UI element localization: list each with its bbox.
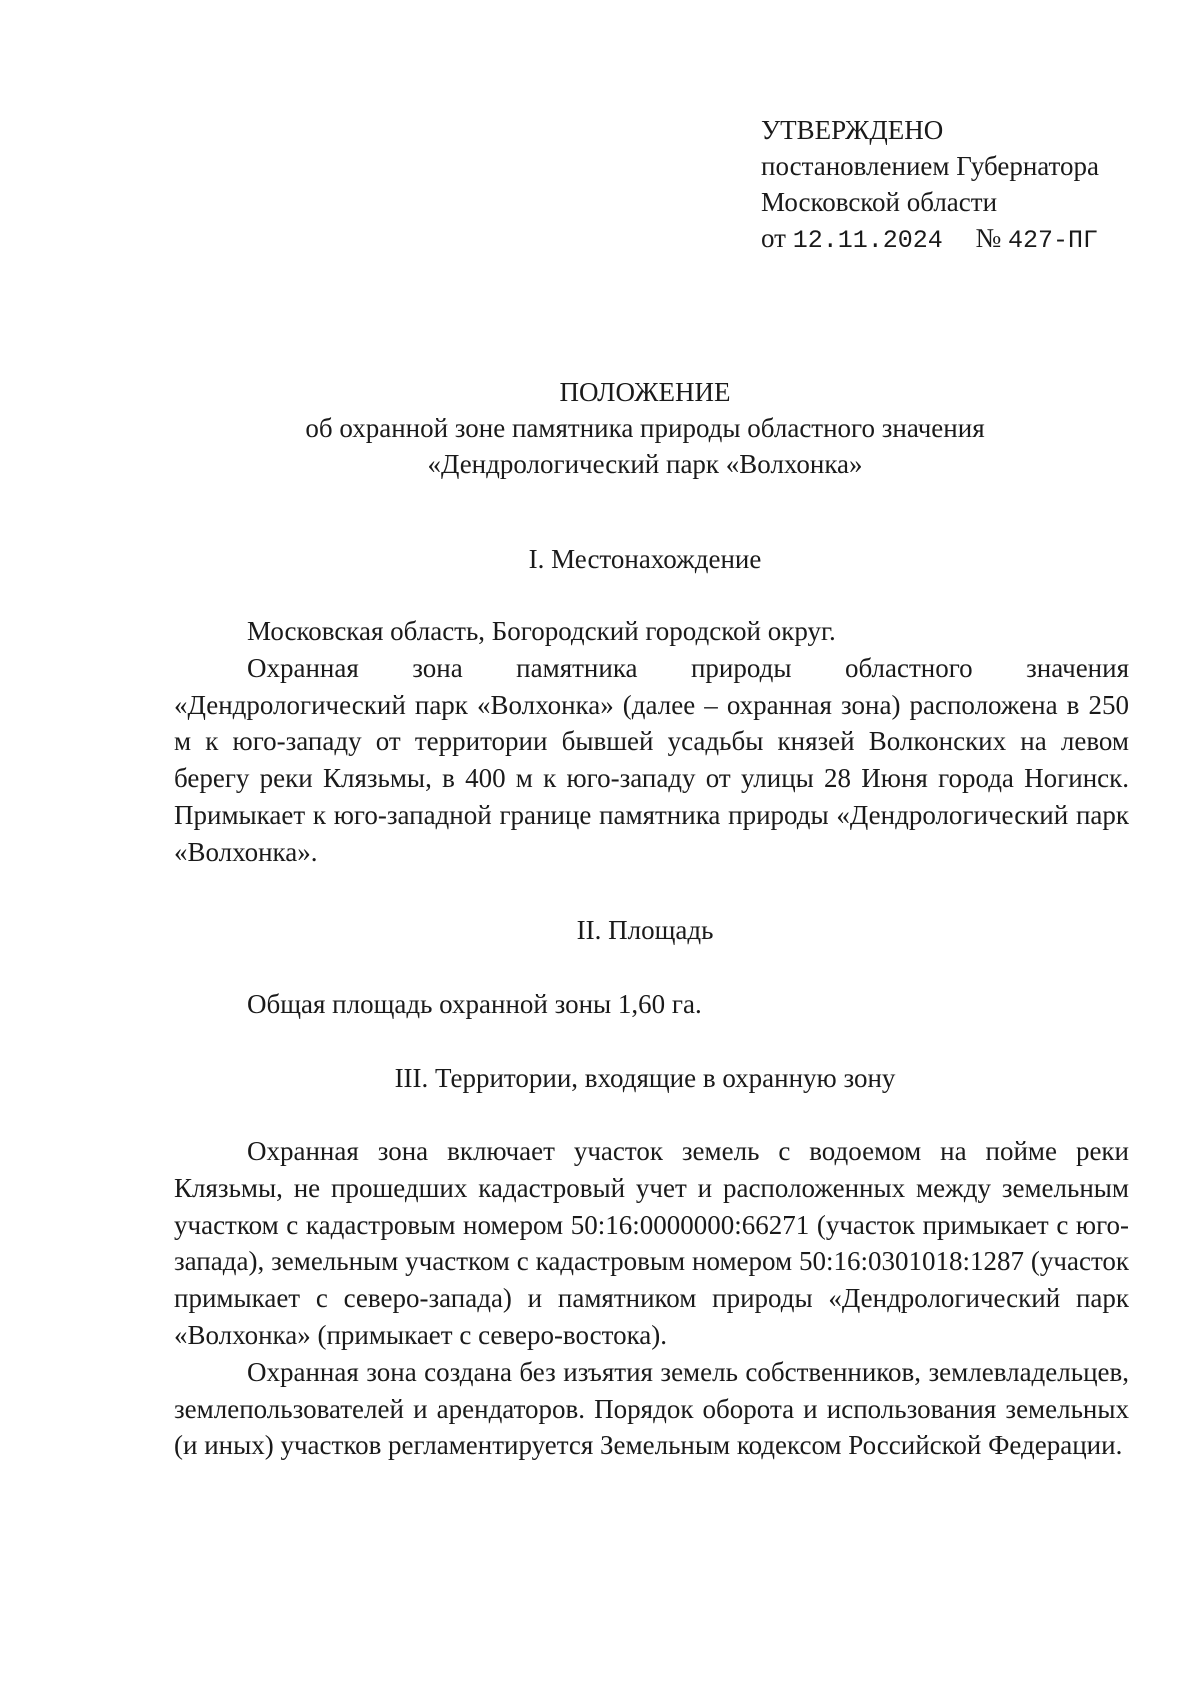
approval-stamp — [761, 112, 1099, 259]
approval-date-prefix: от — [761, 223, 786, 253]
document-subtitle-line-1: об охранной зоне памятника природы областного значения — [305, 413, 985, 443]
approval-line-2: Московской области — [761, 187, 998, 217]
location-paragraph-2: Охранная зона памятника природы областного значения «Дендрологический парк «Волхонка» (далее – охранная зона) расположена в 250 м к юго-западу от территории бывшей усадьбы князей Волконских на левом берегу реки Клязьмы, в 400 м к юго-западу от улицы 28 Июня города Ногинск. Примыкает к юго-западной границе памятника природы «Дендрологический парк «Волхонка». — [174, 652, 1129, 867]
approval-number-sign: № — [975, 223, 1002, 253]
approval-date: 12.11.2024 — [792, 226, 943, 255]
section-area-title: II. Площадь — [576, 915, 714, 945]
document-subtitle-line-2: «Дендрологический парк «Волхонка» — [427, 449, 863, 479]
section-territories-body — [174, 1133, 1129, 1464]
approval-number: 427-ПГ — [1008, 226, 1099, 255]
document-title: ПОЛОЖЕНИЕ — [559, 377, 731, 407]
section-location-body — [174, 613, 1129, 871]
territories-paragraph-1: Охранная зона включает участок земель с водоемом на пойме реки Клязьмы, не прошедших кадастровый учет и расположенных между земельным участком с кадастровым номером 50:16:0000000:66271 (участок примыкает с юго-запада), земельным участком с кадастровым номером 50:16:0301018:1287 (участок примыкает с северо-запада) и памятником природы «Дендрологический парк «Волхонка» (примыкает с северо-востока). — [174, 1136, 1129, 1350]
approval-title: УТВЕРЖДЕНО — [761, 115, 944, 145]
approval-line-1: постановлением Губернатора — [761, 151, 1099, 181]
area-paragraph-1: Общая площадь охранной зоны 1,60 га. — [247, 989, 702, 1019]
territories-paragraph-2: Охранная зона создана без изъятия земель собственников, землевладельцев, землепользователей и арендаторов. Порядок оборота и использования земельных (и иных) участков регламентируется Земельным кодексом Российской Федерации. — [174, 1356, 1129, 1461]
section-location-title: I. Местонахождение — [528, 544, 762, 574]
approval-date-line — [761, 220, 1099, 259]
location-paragraph-1: Московская область, Богородский городской округ. — [247, 616, 836, 646]
section-territories-title: III. Территории, входящие в охранную зону — [394, 1063, 896, 1093]
section-area-body — [174, 986, 1129, 1023]
